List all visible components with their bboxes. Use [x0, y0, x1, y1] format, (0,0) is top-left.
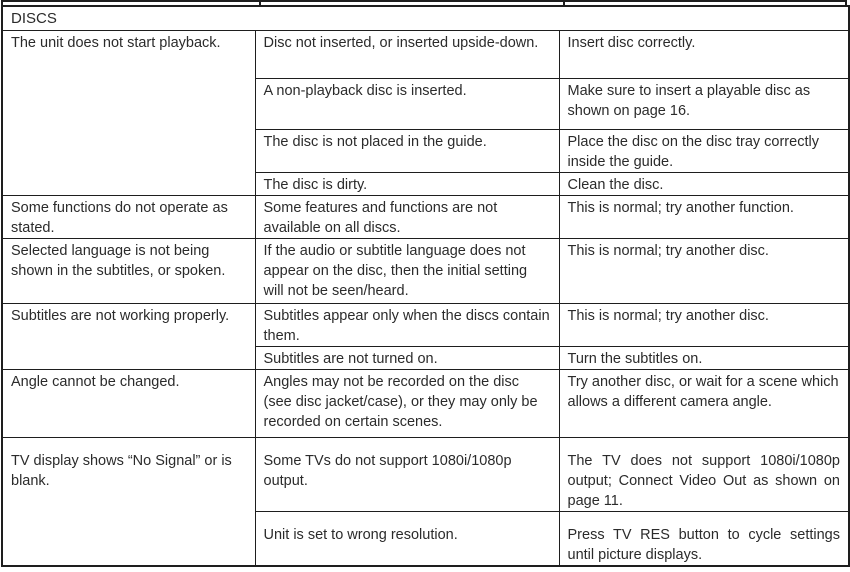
problem-cell: Some functions do not operate as stated.: [2, 196, 255, 239]
troubleshooting-table: [1, 5, 850, 567]
cause-cell: Some TVs do not support 1080i/1080p output.: [255, 438, 559, 512]
solution-cell: Clean the disc.: [559, 173, 849, 196]
table-row: [2, 196, 849, 239]
table-row: [2, 304, 849, 347]
solution-cell: This is normal; try another function.: [559, 196, 849, 239]
cause-cell: If the audio or subtitle language does not appear on the disc, then the initial setting will not be seen/heard.: [255, 239, 559, 304]
table-row: [2, 370, 849, 438]
table-row: [2, 31, 849, 79]
solution-cell: The TV does not support 1080i/1080p output; Connect Video Out as shown on page 11.: [559, 438, 849, 512]
cause-cell: A non-playback disc is inserted.: [255, 79, 559, 130]
cause-cell: Subtitles appear only when the discs contain them.: [255, 304, 559, 347]
problem-cell: TV display shows “No Signal” or is blank.: [2, 438, 255, 567]
problem-cell: Subtitles are not working properly.: [2, 304, 255, 370]
problem-cell: Angle cannot be changed.: [2, 370, 255, 438]
table-row: [2, 438, 849, 512]
solution-cell: Make sure to insert a playable disc as shown on page 16.: [559, 79, 849, 130]
solution-cell: Try another disc, or wait for a scene which allows a different camera angle.: [559, 370, 849, 438]
solution-cell: Place the disc on the disc tray correctly inside the guide.: [559, 130, 849, 173]
section-title: DISCS: [2, 6, 849, 31]
cause-cell: Unit is set to wrong resolution.: [255, 512, 559, 567]
cause-cell: The disc is not placed in the guide.: [255, 130, 559, 173]
cause-cell: Angles may not be recorded on the disc (see disc jacket/case), or they may only be recorded on certain scenes.: [255, 370, 559, 438]
solution-cell: This is normal; try another disc.: [559, 304, 849, 347]
section-header-row: [2, 6, 849, 31]
table-row: [2, 239, 849, 304]
problem-cell: The unit does not start playback.: [2, 31, 255, 196]
cause-cell: Subtitles are not turned on.: [255, 347, 559, 370]
cause-cell: Some features and functions are not available on all discs.: [255, 196, 559, 239]
solution-cell: Press TV RES button to cycle settings until picture displays.: [559, 512, 849, 567]
cause-cell: The disc is dirty.: [255, 173, 559, 196]
cause-cell: Disc not inserted, or inserted upside-down.: [255, 31, 559, 79]
solution-cell: Turn the subtitles on.: [559, 347, 849, 370]
solution-cell: This is normal; try another disc.: [559, 239, 849, 304]
solution-cell: Insert disc correctly.: [559, 31, 849, 79]
problem-cell: Selected language is not being shown in the subtitles, or spoken.: [2, 239, 255, 304]
